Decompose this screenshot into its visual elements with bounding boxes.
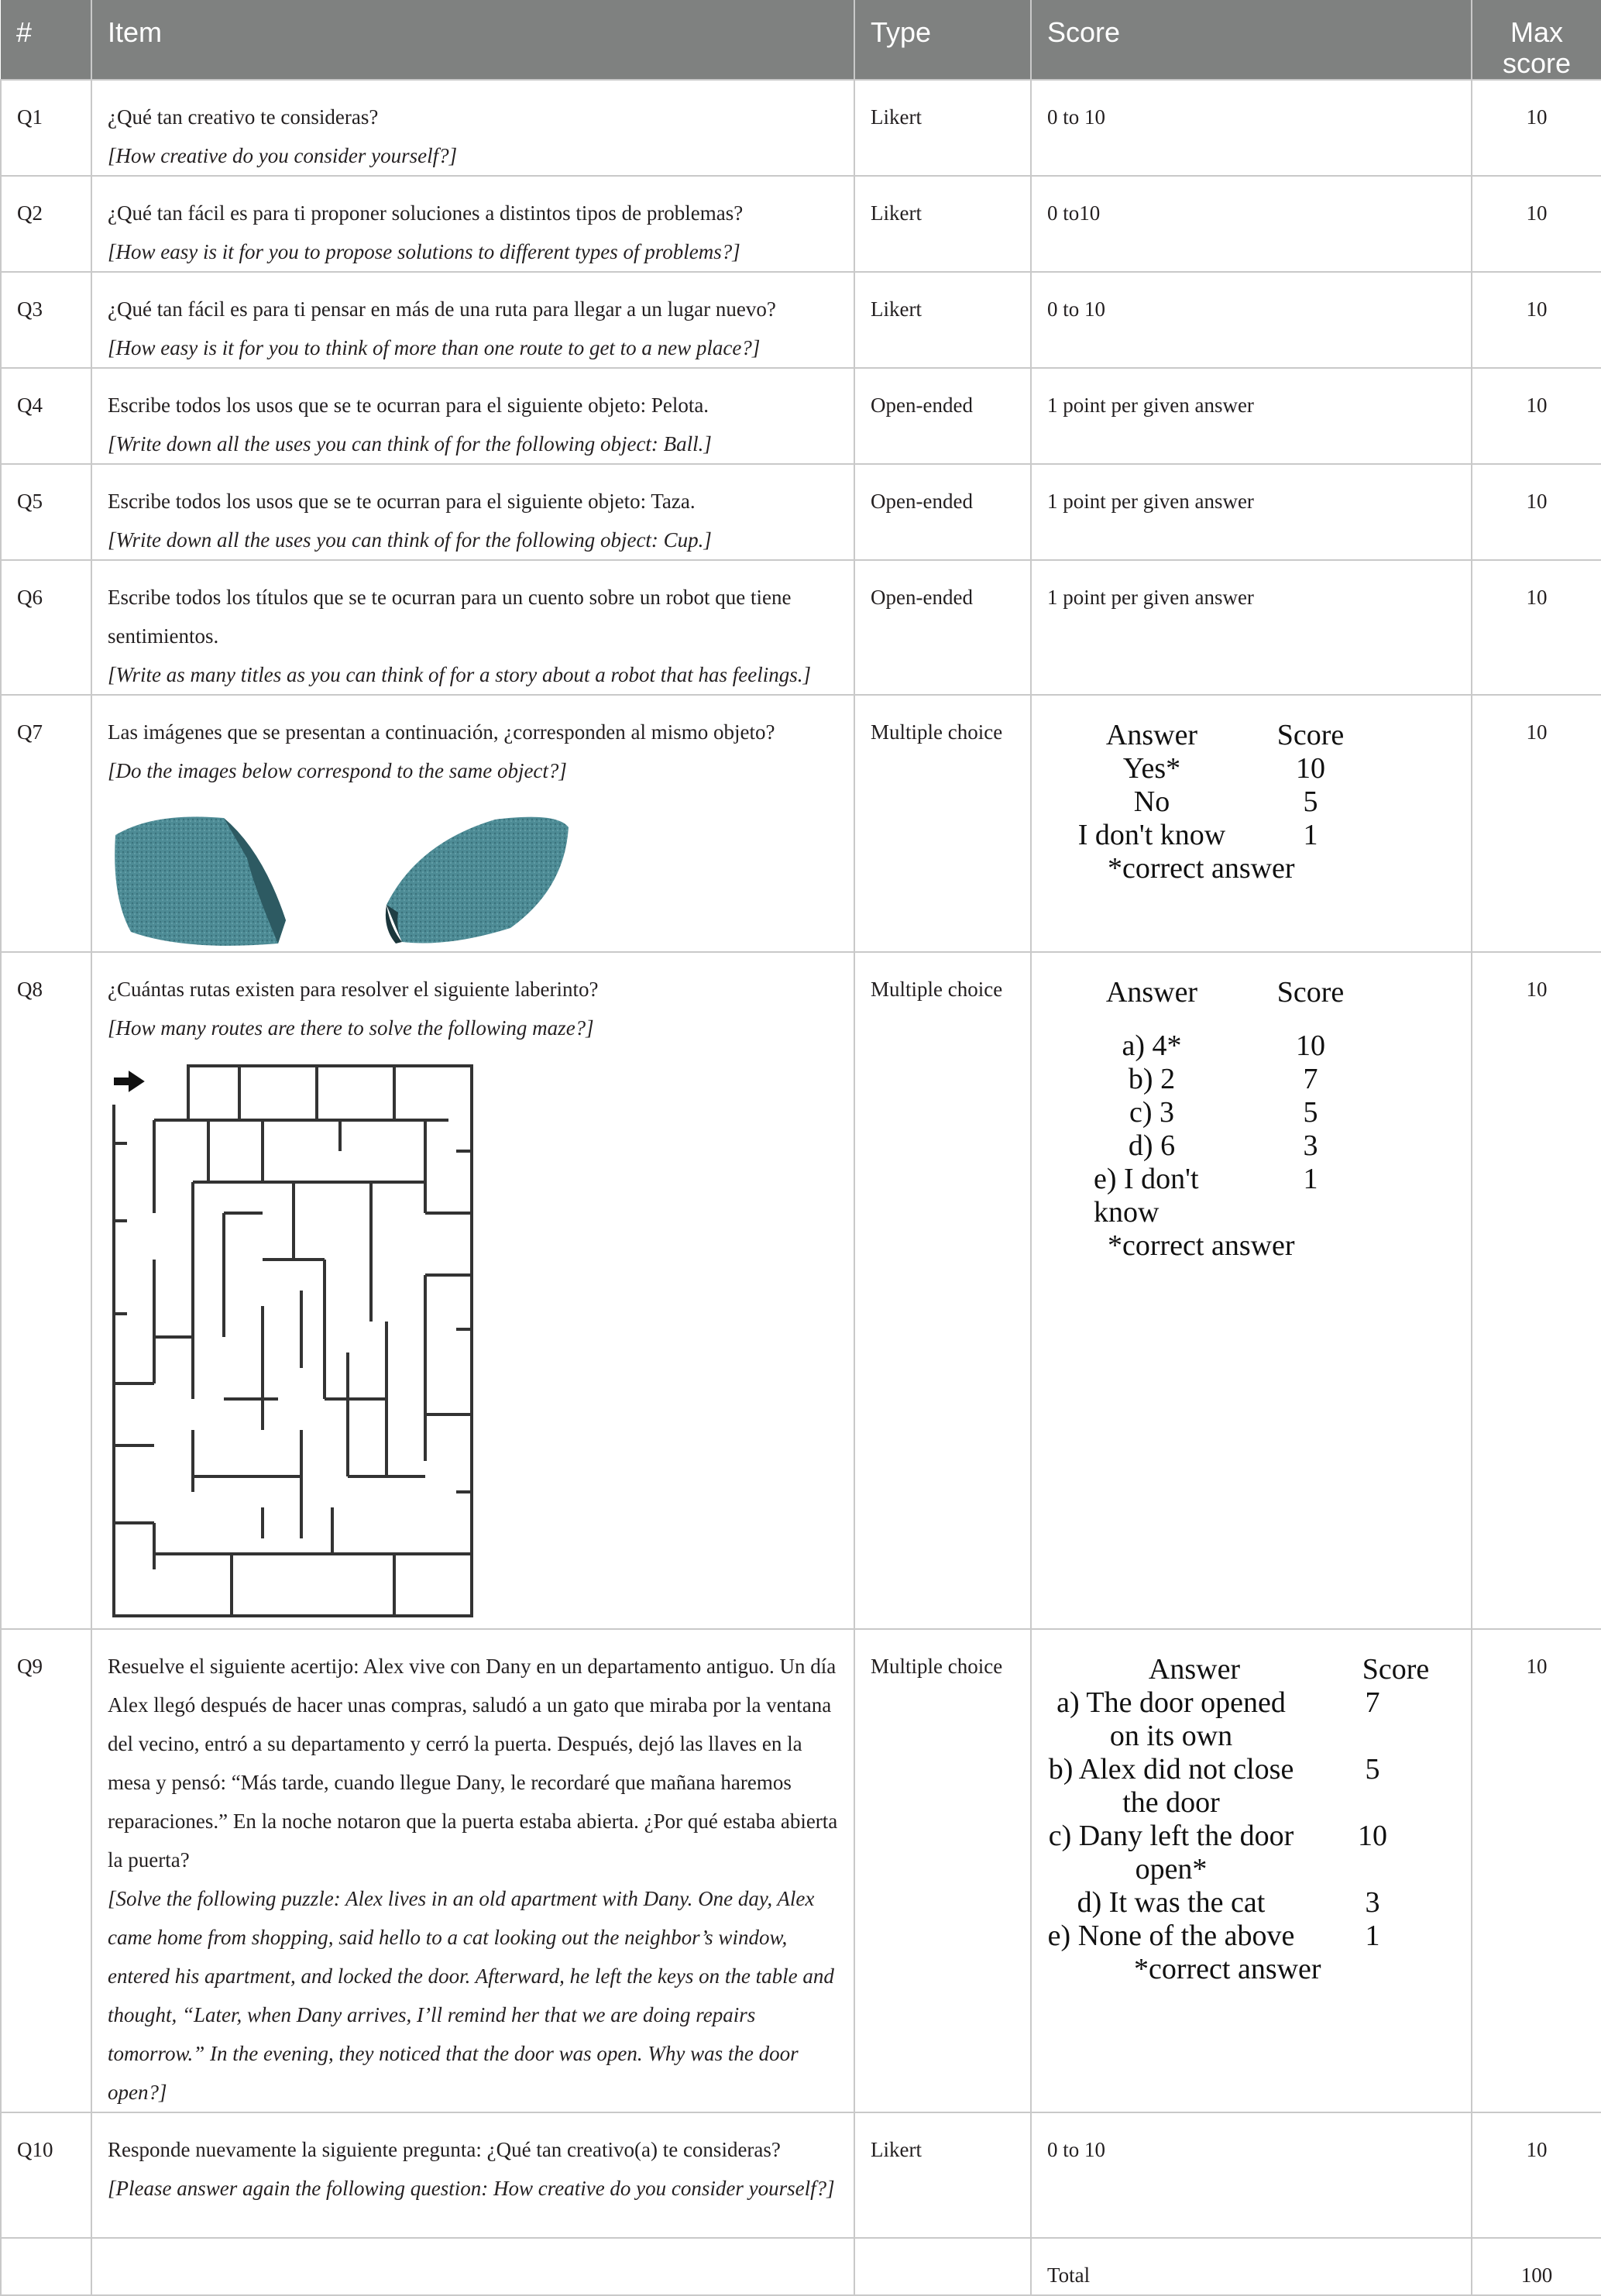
type-cell: Open-ended	[854, 464, 1031, 560]
answer-option	[1047, 752, 1455, 785]
correct-answer-note: *correct answer	[1108, 852, 1295, 885]
item-spanish: Responde nuevamente la siguiente pregunta: ¿Qué tan creativo(a) te consideras?	[108, 2138, 781, 2161]
header-max-score: Max score	[1472, 0, 1601, 80]
answer-label: d) 6	[1128, 1129, 1176, 1162]
max-score-cell: 10	[1472, 464, 1601, 560]
item-cell	[91, 272, 854, 368]
item-cell	[91, 560, 854, 695]
answer-label: b) 2	[1128, 1063, 1176, 1095]
table-row	[1, 176, 1601, 272]
header-row	[1, 0, 1601, 80]
table-row	[1, 80, 1601, 176]
answer-label: a) 4*	[1122, 1029, 1182, 1062]
max-score-cell: 10	[1472, 272, 1601, 368]
row-number: Q10	[1, 2112, 91, 2238]
object-image-right	[386, 817, 569, 943]
answer-label: e) I don't know	[1094, 1163, 1199, 1229]
max-score-cell: 10	[1472, 560, 1601, 695]
total-value: 100	[1472, 2238, 1601, 2295]
type-cell: Open-ended	[854, 560, 1031, 695]
header-type: Type	[854, 0, 1031, 80]
header-num: #	[1, 0, 91, 80]
item-english: [How many routes are there to solve the following maze?]	[108, 1016, 594, 1040]
score-cell: 1 point per given answer	[1031, 560, 1472, 695]
type-cell: Likert	[854, 176, 1031, 272]
table-row	[1, 1629, 1601, 2112]
item-cell	[91, 1629, 854, 2112]
item-cell	[91, 952, 854, 1629]
answer-score: 1	[1365, 1920, 1380, 1952]
table-row	[1, 695, 1601, 952]
rotated-object-images	[108, 804, 572, 951]
answer-label: c) Dany left the door open*	[1048, 1820, 1294, 1885]
max-score-cell: 10	[1472, 695, 1601, 952]
score-cell	[1031, 695, 1472, 952]
type-cell: Open-ended	[854, 368, 1031, 464]
answer-label: Yes*	[1122, 752, 1181, 785]
type-cell: Likert	[854, 2112, 1031, 2238]
score-cell: 1 point per given answer	[1031, 368, 1472, 464]
item-spanish: Escribe todos los usos que se te ocurran para el siguiente objeto: Taza.	[108, 490, 696, 513]
answer-option	[1047, 1096, 1455, 1129]
answer-key	[1047, 976, 1455, 1263]
header-item: Item	[91, 0, 854, 80]
row-number: Q2	[1, 176, 91, 272]
type-cell: Multiple choice	[854, 695, 1031, 952]
answer-key	[1047, 719, 1455, 885]
item-cell	[91, 464, 854, 560]
item-english: [How easy is it for you to think of more than one route to get to a new place?]	[108, 336, 761, 359]
answer-key	[1047, 1653, 1455, 1986]
answer-score: 1	[1303, 819, 1318, 851]
answer-score: 5	[1303, 785, 1318, 818]
answer-option	[1047, 1753, 1455, 1820]
answer-option	[1047, 1820, 1455, 1886]
correct-answer-note: *correct answer	[1108, 1229, 1295, 1262]
maze-entry-arrow	[114, 1072, 143, 1091]
item-english: [Write down all the uses you can think of for the following object: Cup.]	[108, 528, 712, 552]
row-number: Q9	[1, 1629, 91, 2112]
table-row	[1, 2112, 1601, 2238]
type-cell: Multiple choice	[854, 952, 1031, 1629]
type-cell: Multiple choice	[854, 1629, 1031, 2112]
score-cell: 0 to10	[1031, 176, 1472, 272]
answer-score: 7	[1365, 1686, 1380, 1719]
answer-option	[1047, 1686, 1455, 1753]
answer-label: No	[1133, 785, 1170, 818]
total-row	[1, 2238, 1601, 2295]
answer-option	[1047, 1920, 1455, 1953]
item-spanish: ¿Qué tan fácil es para ti pensar en más de una ruta para llegar a un lugar nuevo?	[108, 297, 776, 321]
table-row	[1, 464, 1601, 560]
item-spanish: Resuelve el siguiente acertijo: Alex vive con Dany en un departamento antiguo. Un día Alex llegó después de hacer unas compras, saludó a un gato que miraba por la ventana del vecino, entró a su departamento y cerró la puerta. Después, dejó las llaves en la mesa y pensó: “Más tarde, cuando llegue Dany, le recordaré que mañana haremos reparaciones.” En la noche notaron que la puerta estaba abierta. ¿Por qué estaba abierta la puerta?	[108, 1655, 838, 1872]
item-spanish: ¿Qué tan creativo te consideras?	[108, 105, 379, 129]
answer-option	[1047, 819, 1455, 852]
item-spanish: Escribe todos los usos que se te ocurran para el siguiente objeto: Pelota.	[108, 394, 709, 417]
answer-score: 5	[1303, 1096, 1318, 1129]
score-cell: 0 to 10	[1031, 2112, 1472, 2238]
answer-option	[1047, 1129, 1455, 1163]
score-cell: 1 point per given answer	[1031, 464, 1472, 560]
item-cell	[91, 2112, 854, 2238]
answer-label: b) Alex did not close the door	[1048, 1753, 1294, 1819]
answer-option	[1047, 1886, 1455, 1920]
max-score-cell: 10	[1472, 368, 1601, 464]
item-spanish: ¿Cuántas rutas existen para resolver el siguiente laberinto?	[108, 978, 599, 1001]
answer-score: 1	[1303, 1163, 1318, 1195]
item-english: [How creative do you consider yourself?]	[108, 144, 458, 167]
row-number: Q1	[1, 80, 91, 176]
item-cell	[91, 695, 854, 952]
answer-score: 10	[1296, 752, 1325, 785]
answer-score: 3	[1303, 1129, 1318, 1162]
row-number: Q6	[1, 560, 91, 695]
item-spanish: Las imágenes que se presentan a continuación, ¿corresponden al mismo objeto?	[108, 720, 775, 744]
table-row	[1, 272, 1601, 368]
score-header: Score	[1276, 976, 1345, 1009]
answer-label: c) 3	[1129, 1096, 1175, 1129]
answer-header: Answer	[1148, 1653, 1241, 1686]
item-english: [Write as many titles as you can think of for a story about a robot that has feelings.]	[108, 663, 811, 686]
score-cell: 0 to 10	[1031, 80, 1472, 176]
item-english: [How easy is it for you to propose solutions to different types of problems?]	[108, 240, 740, 263]
max-score-cell: 10	[1472, 80, 1601, 176]
answer-option	[1047, 1029, 1455, 1063]
answer-option	[1047, 1063, 1455, 1096]
row-number: Q8	[1, 952, 91, 1629]
answer-score: 10	[1358, 1820, 1387, 1852]
row-number: Q3	[1, 272, 91, 368]
score-header: Score	[1276, 719, 1345, 751]
table-row	[1, 952, 1601, 1629]
score-cell	[1031, 952, 1472, 1629]
answer-header: Answer	[1105, 719, 1198, 751]
header-score: Score	[1031, 0, 1472, 80]
row-number: Q7	[1, 695, 91, 952]
max-score-cell: 10	[1472, 1629, 1601, 2112]
item-cell	[91, 368, 854, 464]
item-cell	[91, 176, 854, 272]
total-label: Total	[1031, 2238, 1472, 2295]
item-english: [Solve the following puzzle: Alex lives in an old apartment with Dany. One day, Alex came home from shopping, said hello to a cat looking out the neighbor’s window, entered his apartment, and locked the door. Afterward, he left the keys on the table and thought, “Later, when Dany arrives, I’ll remind her that we are doing repairs tomorrow.” In the evening, they noticed that the door was open. Why was the door open?]	[108, 1887, 834, 2104]
type-cell: Likert	[854, 80, 1031, 176]
answer-score: 7	[1303, 1063, 1318, 1095]
answer-score: 3	[1365, 1886, 1380, 1919]
table-row	[1, 560, 1601, 695]
item-spanish: Escribe todos los títulos que se te ocurran para un cuento sobre un robot que tiene sentimientos.	[108, 586, 792, 648]
score-cell: 0 to 10	[1031, 272, 1472, 368]
item-english: [Please answer again the following question: How creative do you consider yourself?]	[108, 2177, 835, 2200]
item-english: [Do the images below correspond to the same object?]	[108, 759, 567, 782]
answer-label: a) The door opened on its own	[1056, 1686, 1286, 1752]
maze-image	[108, 1058, 495, 1624]
answer-label: d) It was the cat	[1077, 1886, 1266, 1919]
answer-score: 5	[1365, 1753, 1380, 1786]
max-score-cell: 10	[1472, 952, 1601, 1629]
item-cell	[91, 80, 854, 176]
answer-header: Answer	[1105, 976, 1198, 1009]
answer-option	[1047, 1163, 1455, 1229]
item-spanish: ¿Qué tan fácil es para ti proponer soluciones a distintos tipos de problemas?	[108, 201, 744, 225]
row-number: Q4	[1, 368, 91, 464]
answer-option	[1047, 785, 1455, 819]
row-number: Q5	[1, 464, 91, 560]
correct-answer-note: *correct answer	[1134, 1953, 1321, 1985]
item-english: [Write down all the uses you can think of for the following object: Ball.]	[108, 432, 712, 455]
max-score-cell: 10	[1472, 2112, 1601, 2238]
answer-label: I don't know	[1077, 819, 1226, 851]
score-cell	[1031, 1629, 1472, 2112]
max-score-cell: 10	[1472, 176, 1601, 272]
answer-score: 10	[1296, 1029, 1325, 1062]
type-cell: Likert	[854, 272, 1031, 368]
answer-label: e) None of the above	[1047, 1920, 1295, 1952]
score-header: Score	[1362, 1653, 1430, 1686]
object-image-left	[115, 816, 286, 946]
table-row	[1, 368, 1601, 464]
